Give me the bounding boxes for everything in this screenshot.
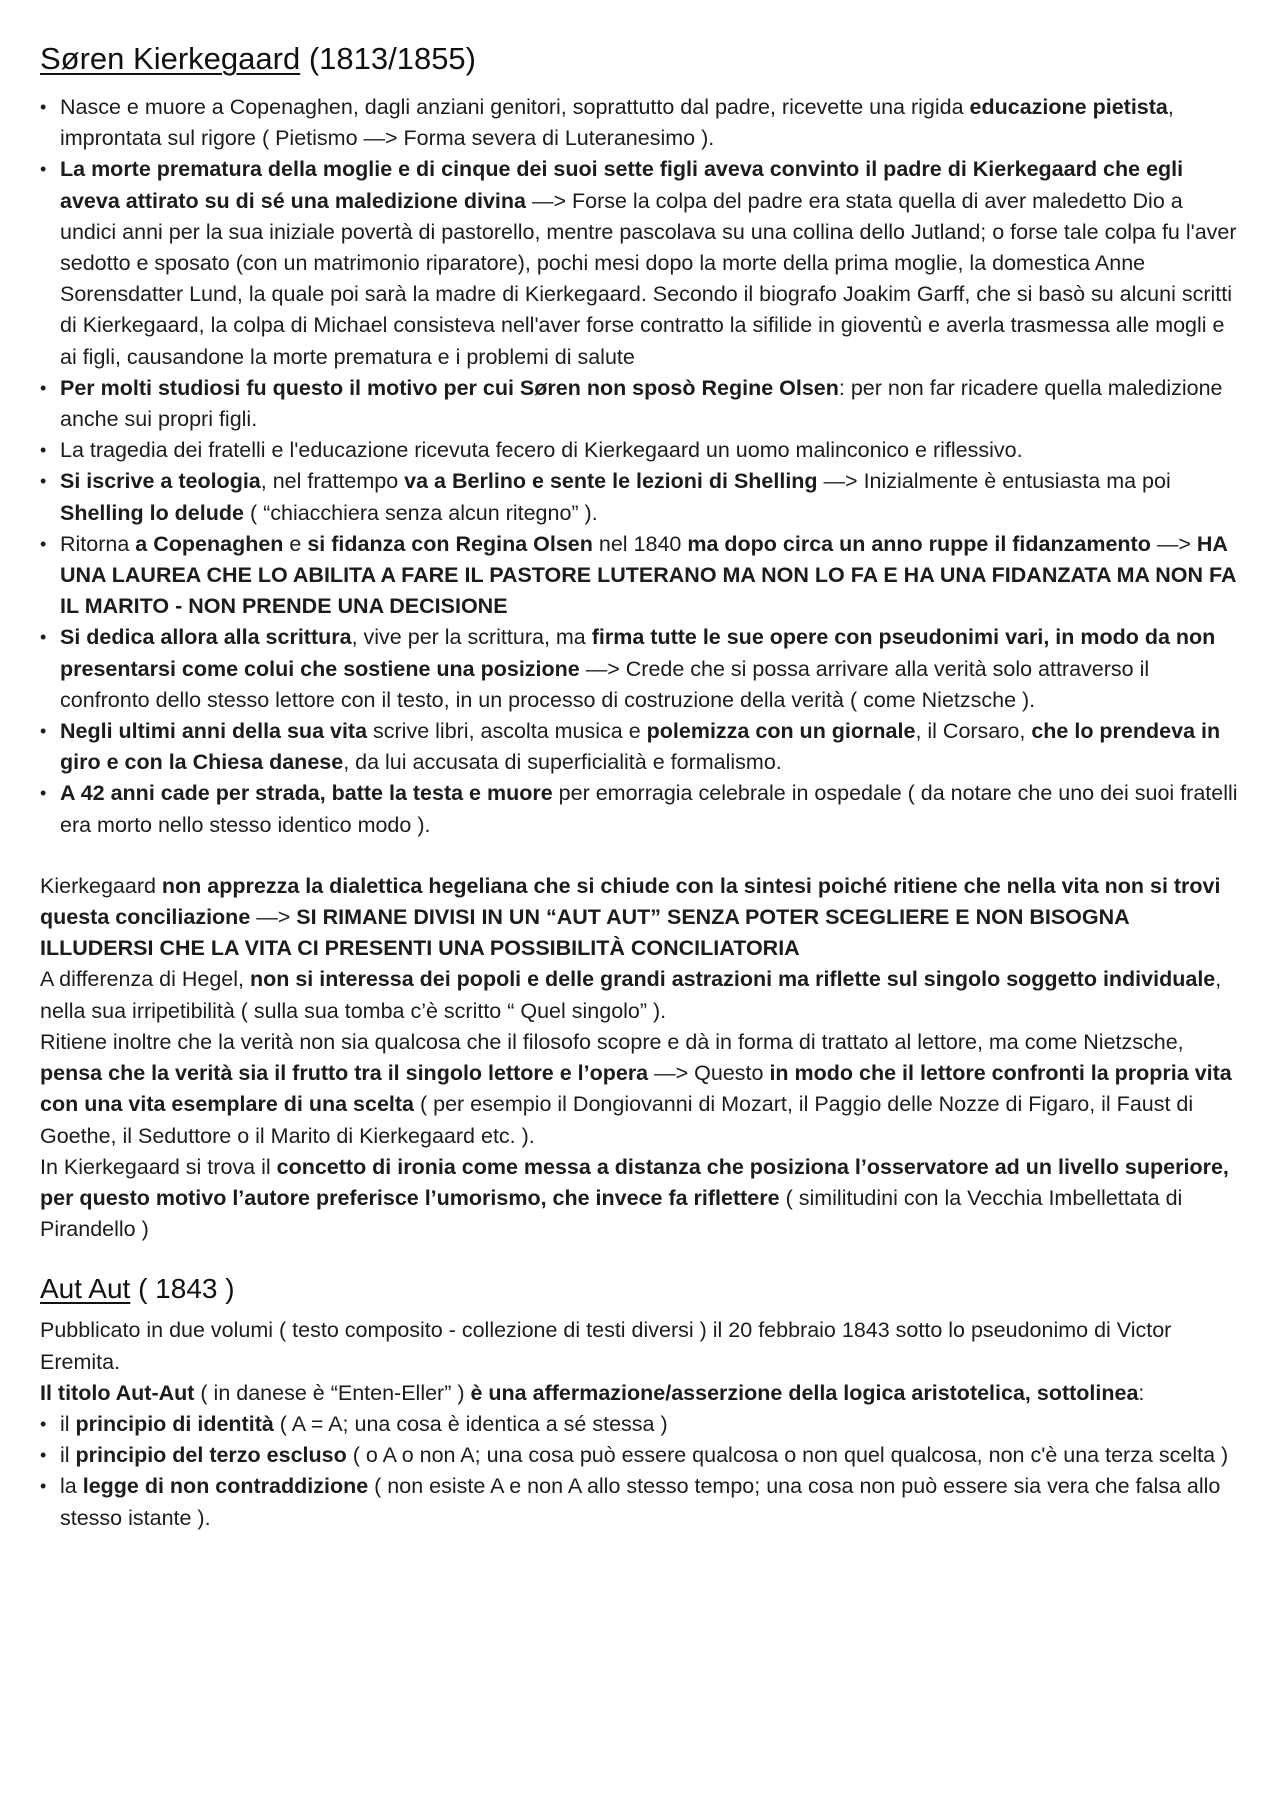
text: —> Crede che si possa arrivare alla verità solo attraverso il confronto dello stesso lettore con il testo, in un processo di costruzione della verità ( come Nietzsche ). bbox=[60, 656, 1150, 712]
bold-text: A 42 anni cade per strada, batte la testa e muore bbox=[60, 781, 553, 806]
bold-text: principio del terzo escluso bbox=[75, 1443, 347, 1468]
bio-item bbox=[40, 466, 1240, 528]
text: In Kierkegaard si trova il bbox=[40, 1154, 277, 1179]
title-name: Søren Kierkegaard bbox=[40, 41, 301, 76]
principle-item bbox=[40, 1409, 1240, 1440]
bold-text: si fidanza con Regina Olsen bbox=[307, 531, 593, 556]
text: ( non esiste A e non A allo stesso tempo; una cosa non può essere sia vera che falsa allo stesso istante ). bbox=[60, 1474, 1221, 1530]
bio-item bbox=[40, 373, 1240, 435]
text: , nel frattempo bbox=[260, 469, 405, 494]
text: e bbox=[283, 531, 308, 556]
text: ( in danese è “Enten-Eller” ) bbox=[194, 1380, 471, 1405]
paragraph bbox=[40, 1378, 1240, 1409]
bold-text: non si interessa dei popoli e delle grandi astrazioni ma riflette sul singolo soggetto individuale bbox=[249, 967, 1216, 992]
bold-text: La morte prematura della moglie e di cinque dei suoi sette figli aveva convinto il padre di Kierkegaard che egli aveva attirato su di sé una maledizione divina bbox=[60, 157, 1184, 213]
principles-list bbox=[40, 1409, 1240, 1534]
bold-text: è una affermazione/asserzione della logica aristotelica, sottolinea bbox=[470, 1380, 1139, 1405]
principle-item bbox=[40, 1471, 1240, 1533]
text: ( “chiacchiera senza alcun ritegno” ). bbox=[243, 500, 598, 525]
section-year: ( 1843 ) bbox=[138, 1273, 235, 1305]
bio-item bbox=[40, 622, 1240, 716]
bold-text: SI RIMANE DIVISI IN UN “AUT AUT” SENZA POTER SCEGLIERE E NON BISOGNA ILLUDERSI CHE LA VITA CI PRESENTI UNA POSSIBILITÀ CONCILIATORIA bbox=[40, 905, 1129, 961]
bold-text: legge di non contraddizione bbox=[82, 1474, 369, 1499]
title-dates: (1813/1855) bbox=[308, 41, 476, 76]
text: il bbox=[60, 1411, 76, 1436]
text: , il Corsaro, bbox=[915, 719, 1032, 744]
text: La tragedia dei fratelli e l'educazione ricevuta fecero di Kierkegaard un uomo malinconico e riflessivo. bbox=[60, 438, 1023, 463]
bold-text: firma tutte le sue opere con pseudonimi vari, in modo da non presentarsi come colui che sostiene una posizione bbox=[60, 625, 1216, 681]
biography-list bbox=[40, 92, 1240, 841]
text: —> bbox=[250, 905, 297, 930]
bold-text: principio di identità bbox=[75, 1411, 274, 1436]
paragraph bbox=[40, 964, 1240, 1026]
text: , nella sua irripetibilità ( sulla sua tomba c’è scritto “ Quel singolo” ). bbox=[40, 967, 1222, 1023]
text: ( similitudini con la Vecchia Imbellettata di Pirandello ) bbox=[40, 1185, 1183, 1242]
text: —> Questo bbox=[648, 1061, 770, 1086]
bold-text: non apprezza la dialettica hegeliana che si chiude con la sintesi poiché ritiene che nella vita non si trovi questa conciliazione bbox=[40, 873, 1221, 930]
principle-item bbox=[40, 1440, 1240, 1471]
bold-text: in modo che il lettore confronti la propria vita con una vita esemplare di una scelta bbox=[40, 1061, 1232, 1117]
text: Ritorna bbox=[60, 531, 136, 556]
bio-item bbox=[40, 435, 1240, 466]
page-title bbox=[40, 36, 1240, 82]
text: Nasce e muore a Copenaghen, dagli anziani genitori, soprattutto dal padre, ricevette una rigida bbox=[60, 95, 970, 119]
bio-item bbox=[40, 154, 1240, 372]
bold-text: Per molti studiosi fu questo il motivo per cui Søren non sposò Regine Olsen bbox=[60, 375, 839, 400]
text: ( o A o non A; una cosa può essere qualcosa o non quel qualcosa, non c'è una terza scelta ) bbox=[346, 1443, 1229, 1468]
paragraph bbox=[40, 1152, 1240, 1246]
text: , da lui accusata di superficialità e formalismo. bbox=[343, 750, 782, 775]
paragraph bbox=[40, 1315, 1240, 1377]
text: : bbox=[1138, 1380, 1145, 1405]
bio-item bbox=[40, 92, 1240, 154]
text: Ritiene inoltre che la verità non sia qualcosa che il filosofo scopre e dà in forma di trattato al lettore, ma come Nietzsche, bbox=[40, 1029, 1184, 1054]
bold-text: Si dedica allora alla scrittura bbox=[60, 625, 352, 650]
bold-text: Negli ultimi anni della sua vita bbox=[60, 719, 368, 744]
text: per emorragia celebrale in ospedale ( da notare che uno dei suoi fratelli era morto nello stesso identico modo ). bbox=[60, 781, 1238, 837]
bold-text: che lo prendeva in giro e con la Chiesa danese bbox=[60, 719, 1221, 775]
section-title: Aut Aut bbox=[40, 1273, 131, 1305]
bold-text: Si iscrive a teologia bbox=[60, 469, 261, 494]
text: , vive per la scrittura, ma bbox=[351, 625, 592, 650]
text: Pubblicato in due volumi ( testo composito - collezione di testi diversi ) il 20 febbraio 1843 sotto lo pseudonimo di Victor Eremita. bbox=[40, 1318, 1172, 1374]
text: , improntata sul rigore ( Pietismo —> Forma severa di Luteranesimo ). bbox=[60, 95, 1174, 151]
bold-text: pensa che la verità sia il frutto tra il singolo lettore e l’opera bbox=[40, 1061, 649, 1086]
text: scrive libri, ascolta musica e bbox=[367, 719, 647, 744]
text: il bbox=[60, 1443, 76, 1468]
text: ( per esempio il Dongiovanni di Mozart, il Paggio delle Nozze di Figaro, il Faust di Goethe, il Seduttore o il Marito di Kierkegaard etc. ). bbox=[40, 1092, 1194, 1148]
paragraph bbox=[40, 1027, 1240, 1152]
bio-item bbox=[40, 716, 1240, 778]
bold-text: ma dopo circa un anno ruppe il fidanzamento bbox=[687, 531, 1151, 556]
text: —> Forse la colpa del padre era stata quella di aver maledetto Dio a undici anni per la sua iniziale povertà di pastorello, mentre pascolava su una collina dello Jutland; o forse tale colpa fu l'aver sedotto e sposato (con un matrimonio riparatore), pochi mesi dopo la morte della prima moglie, la domestica Anne Sorensdatter Lund, la quale poi sarà la madre di Kierkegaard. Secondo il biografo Joakim Garff, che si basò su alcuni scritti di Kierkegaard, la colpa di Michael consisteva nell'aver forse contratto la sifilide in gioventù e averla trasmessa alle mogli e ai figli, causandone la morte prematura e i problemi di salute bbox=[60, 188, 1237, 369]
bold-text: va a Berlino e sente le lezioni di Shelling bbox=[404, 469, 818, 494]
bold-text: a Copenaghen bbox=[135, 531, 284, 556]
text: —> bbox=[1150, 531, 1197, 556]
text: Kierkegaard bbox=[40, 873, 162, 898]
bold-text: HA UNA LAUREA CHE LO ABILITA A FARE IL PASTORE LUTERANO MA NON LO FA E HA UNA FIDANZATA MA NON FA IL MARITO - NON PRENDE UNA DECISIONE bbox=[60, 531, 1236, 619]
bold-text: educazione pietista bbox=[969, 95, 1168, 119]
paragraph bbox=[40, 871, 1240, 965]
text: ( A = A; una cosa è identica a sé stessa ) bbox=[273, 1411, 668, 1436]
section-heading bbox=[40, 1269, 1240, 1309]
text: la bbox=[60, 1474, 83, 1499]
text: —> Inizialmente è entusiasta ma poi bbox=[817, 469, 1171, 494]
text: : per non far ricadere quella maledizione anche sui propri figli. bbox=[60, 375, 1223, 432]
text: A differenza di Hegel, bbox=[40, 967, 250, 992]
bold-text: Shelling lo delude bbox=[60, 500, 244, 525]
bold-text: polemizza con un giornale bbox=[646, 719, 916, 744]
bio-item bbox=[40, 529, 1240, 623]
bold-text: concetto di ironia come messa a distanza che posiziona l’osservatore ad un livello superiore, per questo motivo l’autore preferisce l’umorismo, che invece fa riflettere bbox=[40, 1154, 1229, 1210]
bio-item bbox=[40, 778, 1240, 840]
bold-text: Il titolo Aut-Aut bbox=[40, 1380, 195, 1405]
text: nel 1840 bbox=[592, 531, 688, 556]
